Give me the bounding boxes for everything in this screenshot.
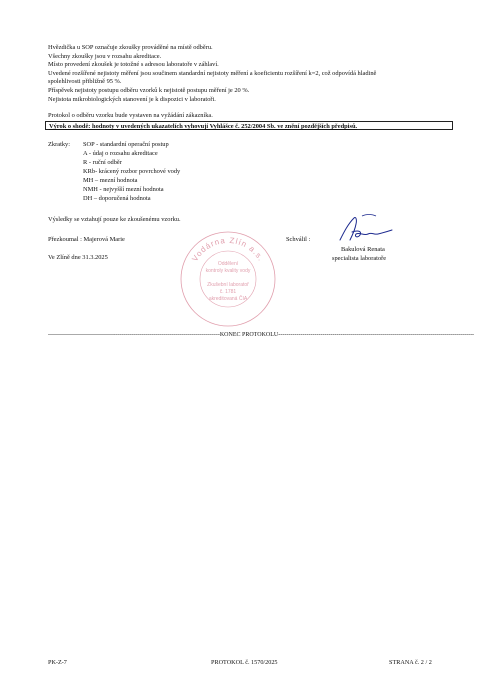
stamp-line: akreditovaná ČIA xyxy=(208,296,248,302)
abbreviation-item: DH – doporučená hodnota xyxy=(83,195,151,202)
conformity-verdict xyxy=(45,121,453,130)
abbreviation-item: MH – mezní hodnota xyxy=(83,177,138,184)
results-note: Výsledky se vztahují pouze ke zkoušenému vzorku. xyxy=(48,216,181,223)
signer-name: Bakulová Renata xyxy=(341,246,385,253)
verdict-text: Výrok o shodě: hodnoty v uvedených ukazatelích vyhovují Vyhlášce č. 252/2004 Sb. ve znění pozdějších předpisů. xyxy=(49,123,358,130)
signer-title: specialista laboratoře xyxy=(332,255,387,262)
note-line: Všechny zkoušky jsou v rozsahu akreditace. xyxy=(48,52,162,60)
end-label: KONEC PROTOKOLU xyxy=(219,332,279,338)
note-line: Příspěvek nejistoty postupu odběru vzorků k nejistotě postupu měření je 20 %. xyxy=(48,87,250,94)
note-line: Uvedené rozšířené nejistoty měření jsou součinem standardní nejistoty měření a koeficientu rozšíření k=2, což odpovídá hladině xyxy=(48,69,377,77)
reviewed-by: Přezkoumal : Majerová Marie xyxy=(48,236,125,243)
footer-protocol-number: PROTOKOL č. 1570/2025 xyxy=(211,659,278,666)
approved-label: Schválil : xyxy=(286,236,311,243)
signature-image xyxy=(332,210,412,246)
footer-page-number: STRANA č. 2 / 2 xyxy=(389,659,432,666)
note-line: spolehlivosti přibližně 95 %. xyxy=(48,78,122,85)
abbreviation-item: KRb- krácený rozbor povrchové vody xyxy=(83,168,181,175)
abbreviation-item: NMH - nejvyšší mezní hodnota xyxy=(83,186,164,193)
footer-form-code: PK-Z-7 xyxy=(48,659,67,666)
note-line: Nejistota mikrobiologických stanovení je k dispozici v laboratoři. xyxy=(48,95,216,103)
abbreviation-item: R - ruční odběr xyxy=(83,159,122,166)
end-of-protocol: --------------------------------------------------------------------------------------KONEC PROTOKOLU-------------------------------------------------------------------------------------------------- xyxy=(48,332,475,338)
place-date: Ve Zlíně dne 31.3.2025 xyxy=(48,254,108,261)
stamp-line: č. 1781 xyxy=(219,289,237,295)
stamp-line: Zkušební laboratoř xyxy=(207,282,249,288)
stamp-arc-text: Vodárna Zlín a.s. xyxy=(190,235,266,264)
note-line: Místo provedení zkoušek je totožné s adresou laboratoře v záhlaví. xyxy=(48,61,219,68)
stamp-line: kontroly kvality vody xyxy=(205,268,251,274)
stamp-line: Oddělení xyxy=(217,261,239,267)
note-line: Hvězdička u SOP označuje zkoušky prováděné na místě odběru. xyxy=(48,44,213,51)
abbreviation-item: A - údaj o rozsahu akreditace xyxy=(83,150,158,157)
laboratory-stamp xyxy=(178,229,278,329)
note-line: Protokol o odběru vzorku bude vystaven na vyžádání zákazníka. xyxy=(48,112,213,119)
abbreviation-item: SOP - standardní operační postup xyxy=(83,141,169,148)
abbreviations-heading: Zkratky: xyxy=(48,141,71,148)
